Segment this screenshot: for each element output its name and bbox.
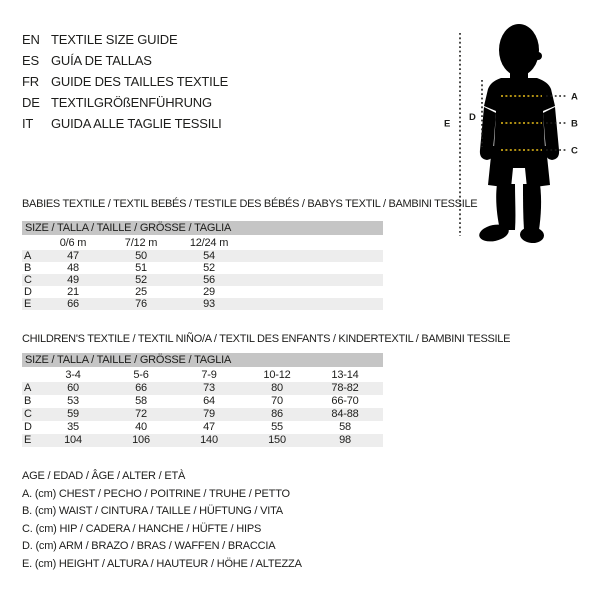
row-label: B [24,395,32,407]
language-code: EN [22,32,40,47]
row-label: A [24,250,32,262]
table-cell: 40 [135,421,147,433]
table-cell: 76 [135,298,147,310]
row-label: D [24,286,32,298]
column-header: 10-12 [263,369,291,381]
arm-label: D [469,112,476,123]
legend-age-line: AGE / EDAD / ÂGE / ALTER / ETÀ [22,470,186,482]
table-row [22,395,383,408]
table-row [22,274,383,286]
empty-cell [243,236,311,250]
column-header: 0/6 m [59,237,87,249]
row-label: B [24,262,32,274]
table-cell: 59 [67,408,79,420]
babies-size-header-bar: SIZE / TALLA / TAILLE / GRÖSSE / TAGLIA [22,221,383,235]
language-title: TEXTILGRÖßENFÜHRUNG [51,95,212,110]
table-row [22,421,383,434]
table-cell: 66-70 [331,395,359,407]
child-silhouette-icon [478,24,559,243]
table-cell: 78-82 [331,382,359,394]
table-cell: 73 [203,382,215,394]
language-row-de [22,92,228,113]
table-row [22,250,383,262]
table-cell: 80 [271,382,283,394]
language-code: FR [22,74,39,89]
table-cell: 35 [67,421,79,433]
table-cell: 29 [203,286,215,298]
language-title: GUIDA ALLE TAGLIE TESSILI [51,116,222,131]
table-cell: 58 [135,395,147,407]
table-cell: 48 [67,262,79,274]
column-header: 7-9 [201,369,217,381]
babies-column-header-row [22,236,383,250]
row-label: E [24,434,32,446]
children-size-header-bar: SIZE / TALLA / TAILLE / GRÖSSE / TAGLIA [22,353,383,367]
column-header: 13-14 [331,369,359,381]
children-section-heading: CHILDREN'S TEXTILE / TEXTIL NIÑO/A / TEXTIL DES ENFANTS / KINDERTEXTIL / BAMBINI TESSILE [22,333,511,345]
language-title: GUÍA DE TALLAS [51,53,152,68]
column-header: 5-6 [133,369,149,381]
babies-section-heading: BABIES TEXTILE / TEXTIL BEBÉS / TESTILE DES BÉBÉS / BABYS TEXTIL / BAMBINI TESSILE [22,198,478,210]
table-cell: 56 [203,274,215,286]
table-cell: 66 [67,298,79,310]
table-cell: 54 [203,250,215,262]
empty-cell [243,286,311,298]
language-row-en [22,29,228,50]
table-cell: 104 [64,434,82,446]
legend-item-chest: A. (cm) CHEST / PECHO / POITRINE / TRUHE / PETTO [22,487,290,500]
table-cell: 52 [135,274,147,286]
legend-item-height: E. (cm) HEIGHT / ALTURA / HAUTEUR / HÖHE / ALTEZZA [22,557,302,570]
language-row-it [22,113,228,134]
table-cell: 64 [203,395,215,407]
table-cell: 53 [67,395,79,407]
table-cell: 50 [135,250,147,262]
row-label: D [24,421,32,433]
table-cell: 84-88 [331,408,359,420]
table-row [22,408,383,421]
empty-cell [243,274,311,286]
table-cell: 86 [271,408,283,420]
table-row [22,286,383,298]
height-label: E [444,118,451,130]
table-row [22,298,383,310]
row-label: C [24,274,32,286]
empty-cell [243,262,311,274]
table-cell: 66 [135,382,147,394]
empty-cell [311,298,379,310]
table-cell: 60 [67,382,79,394]
empty-cell [311,250,379,262]
table-cell: 51 [135,262,147,274]
language-title: GUIDE DES TAILLES TEXTILE [51,74,229,89]
column-header: 3-4 [65,369,81,381]
table-cell: 106 [132,434,150,446]
table-cell: 98 [339,434,351,446]
table-cell: 49 [67,274,79,286]
legend-item-arm: D. (cm) ARM / BRAZO / BRAS / WAFFEN / BRACCIA [22,540,276,552]
legend-item-waist: B. (cm) WAIST / CINTURA / TAILLE / HÜFTUNG / VITA [22,505,283,517]
table-cell: 140 [200,434,218,446]
table-cell: 47 [203,421,215,433]
table-cell: 25 [135,286,147,298]
language-row-es [22,50,228,71]
empty-cell [311,236,379,250]
column-header: 7/12 m [124,237,158,249]
row-label: E [24,298,32,310]
table-row [22,382,383,395]
row-label: C [24,408,32,420]
table-cell: 72 [135,408,147,420]
table-cell: 70 [271,395,283,407]
table-cell: 47 [67,250,79,262]
table-cell: 150 [268,434,286,446]
measurement-legend [22,468,302,573]
language-title: TEXTILE SIZE GUIDE [51,32,178,47]
table-cell: 79 [203,408,215,420]
empty-cell [22,236,39,250]
babies-size-table [22,221,383,310]
chest-label: A [571,91,578,103]
empty-cell [243,250,311,262]
empty-cell [243,298,311,310]
language-code: ES [22,53,39,68]
column-header: 12/24 m [189,237,229,249]
table-cell: 55 [271,421,283,433]
language-code: IT [22,116,34,131]
legend-item-hip: C. (cm) HIP / CADERA / HANCHE / HÜFTE / HIPS [22,522,262,535]
children-column-header-row [22,368,383,382]
empty-cell [311,274,379,286]
empty-cell [311,262,379,274]
language-row-fr [22,71,228,92]
row-label: A [24,382,32,394]
empty-cell [22,368,39,382]
table-cell: 93 [203,298,215,310]
hip-label: C [571,145,578,157]
children-size-table [22,353,383,447]
language-code: DE [22,95,40,110]
empty-cell [311,286,379,298]
table-cell: 58 [339,421,351,433]
waist-label: B [571,118,578,130]
table-cell: 52 [203,262,215,274]
language-list [22,29,228,134]
table-row [22,262,383,274]
table-row [22,434,383,447]
table-cell: 21 [67,286,79,298]
